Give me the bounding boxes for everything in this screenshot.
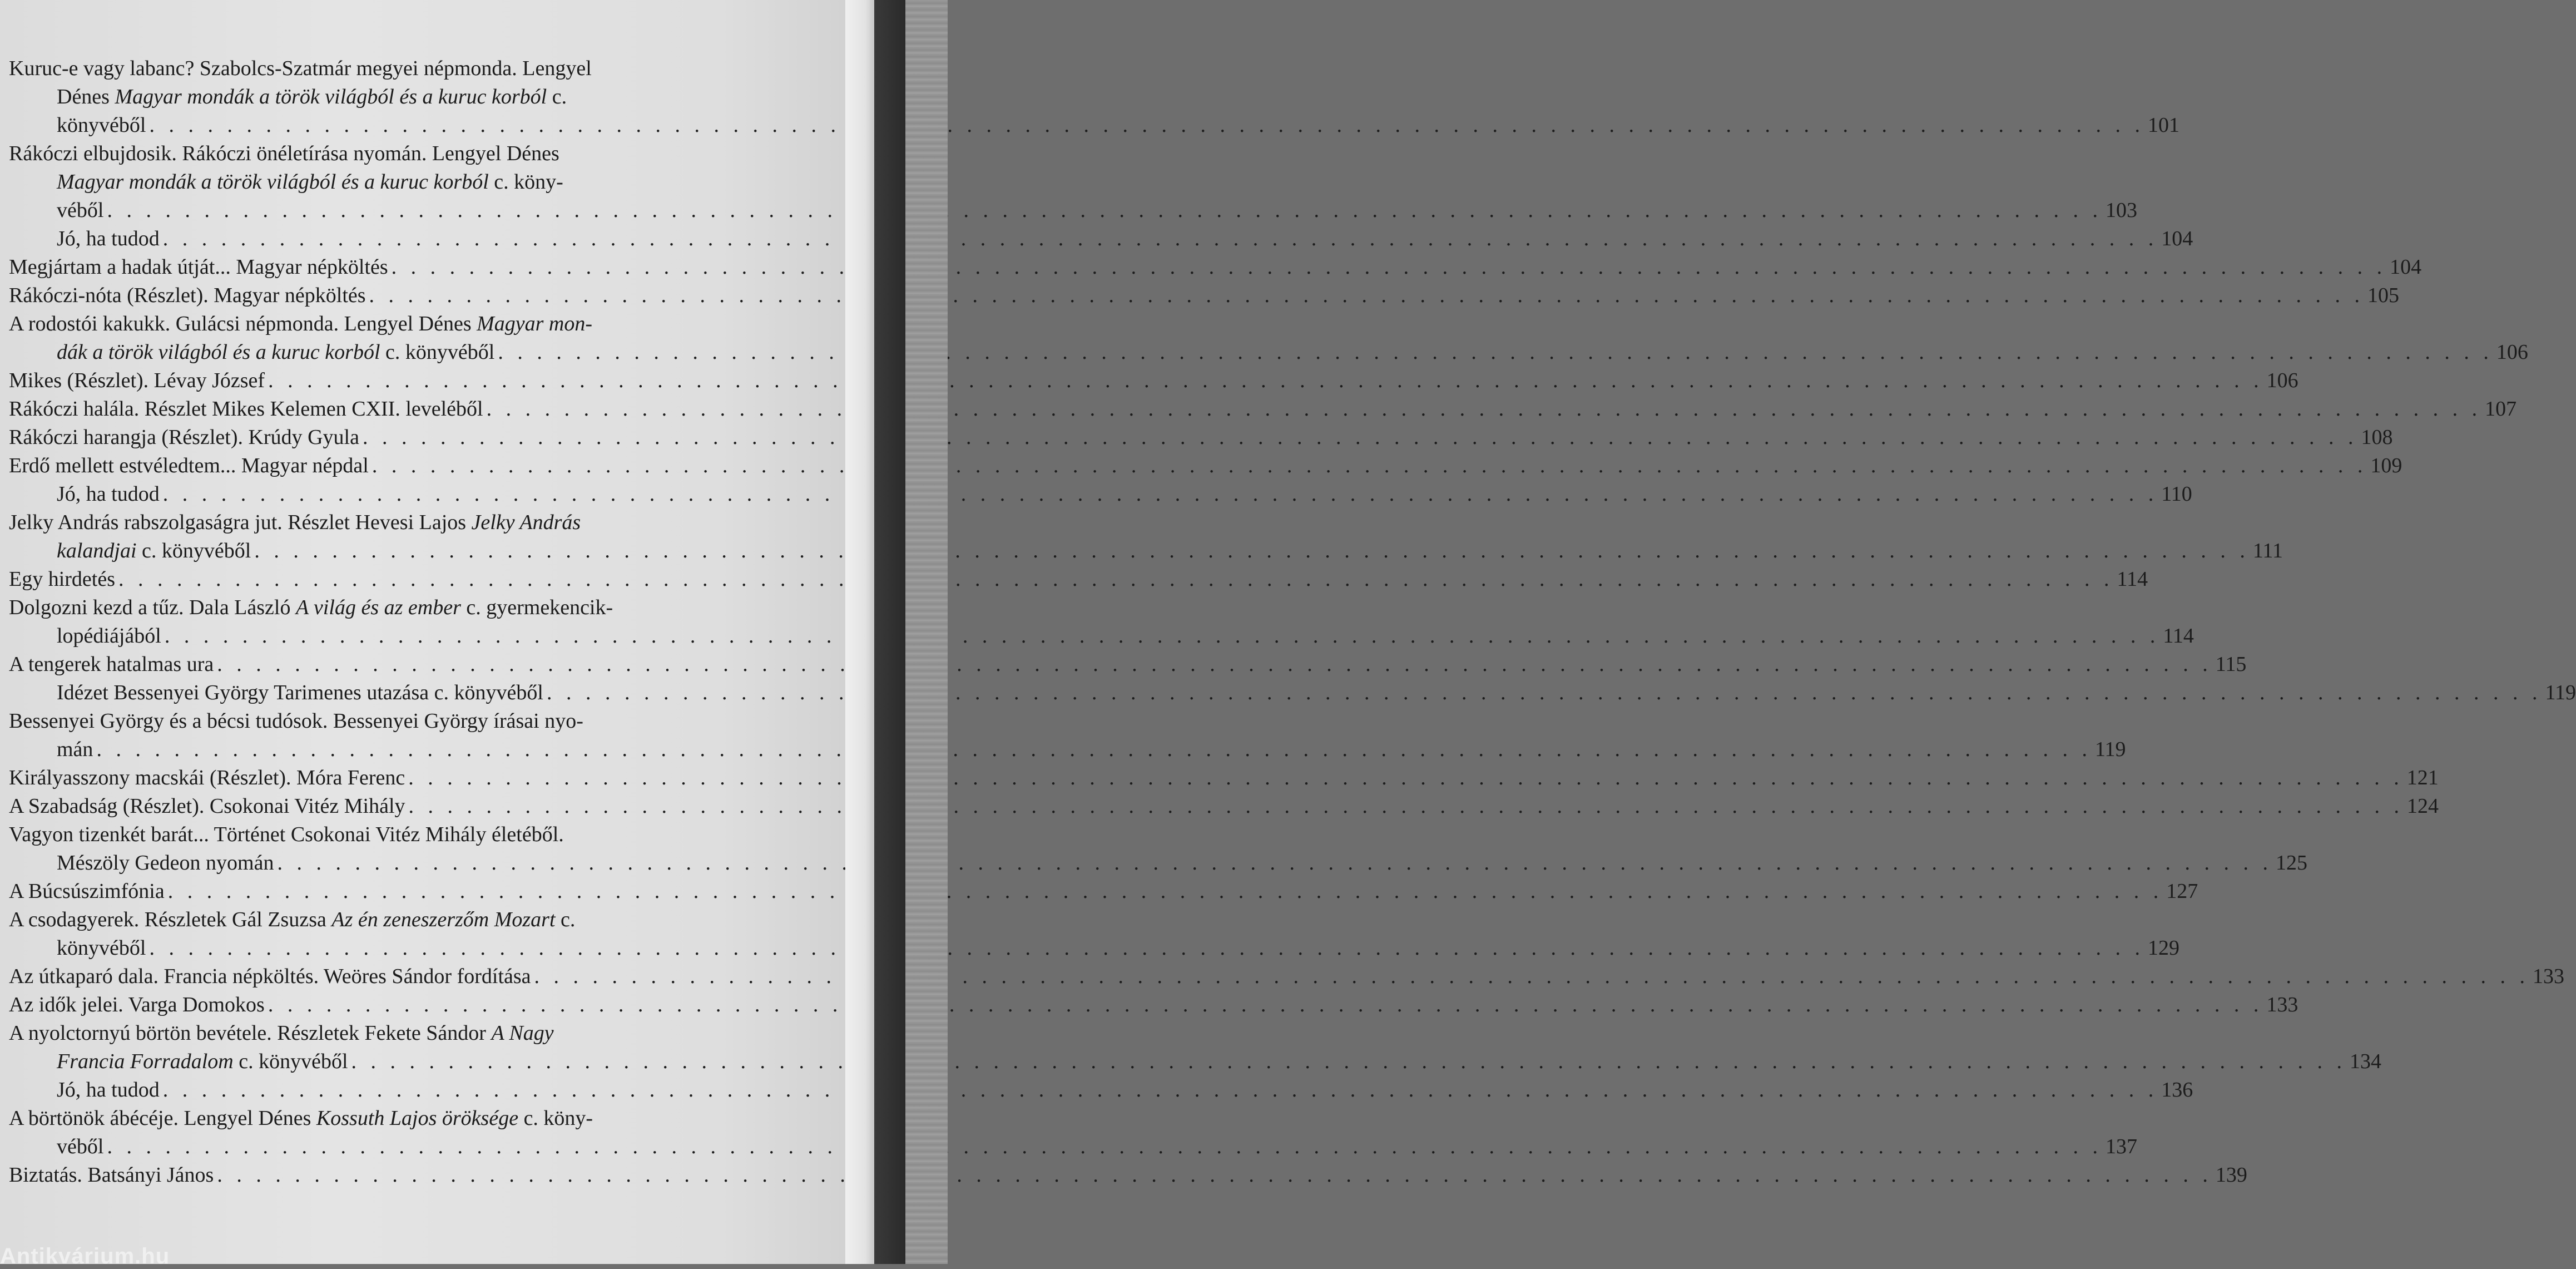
page-number: 129 <box>2147 936 2179 960</box>
toc-entry <box>9 991 2298 1019</box>
dot-leader <box>149 113 2144 137</box>
toc-entry <box>9 508 2283 565</box>
dot-leader <box>217 653 2212 676</box>
toc-entry <box>9 140 2137 225</box>
page-number: 104 <box>2161 227 2193 250</box>
page-number: 106 <box>2266 369 2298 392</box>
toc-entry <box>9 480 2192 508</box>
entry-title-line: A börtönök ábécéje. Lengyel Dénes Kossuth Lajos öröksége c. köny- <box>9 1107 593 1130</box>
book-title: Magyar mon- <box>477 312 593 335</box>
page-number: 109 <box>2370 454 2402 477</box>
book-title: Az én zeneszerzőm Mozart <box>331 908 556 931</box>
entry-leader-line: Erdő mellett estvéledtem... Magyar népdal. . . 109 <box>9 452 751 480</box>
dot-leader <box>498 340 2493 364</box>
entry-leader-line: Rákóczi-nóta (Részlet). Magyar népköltés. . . 105 <box>9 282 751 310</box>
toc-entry <box>9 962 2565 991</box>
dot-leader <box>408 766 2404 789</box>
page-number: 104 <box>2390 255 2422 279</box>
toc-entry <box>9 650 2247 679</box>
page-number: 125 <box>2275 851 2307 875</box>
entry-leader-line: Rákóczi halála. Részlet Mikes Kelemen CXII. leveléből. . . 107 <box>9 395 751 423</box>
entry-leader-line: kalandjai c. könyvéből. . . 111 <box>9 537 751 565</box>
toc-entry <box>9 707 2126 764</box>
page-number: 124 <box>2407 794 2439 818</box>
dot-leader <box>118 567 2114 591</box>
entry-leader-line: Jó, ha tudod. . . 104 <box>9 225 751 253</box>
dot-leader <box>163 227 2158 250</box>
dot-leader <box>163 1078 2158 1102</box>
entry-title-line: Dolgozni kezd a tűz. Dala László A világ és az ember c. gyermekencik- <box>9 596 613 619</box>
page-number: 114 <box>2117 567 2148 591</box>
dot-leader <box>163 482 2158 506</box>
entry-leader-line: A Szabadság (Részlet). Csokonai Vitéz Mihály. . . 124 <box>9 792 751 821</box>
entry-leader-line: Francia Forradalom c. könyvéből. . . 134 <box>9 1048 751 1076</box>
entry-leader-line: Egy hirdetés. . . 114 <box>9 565 751 594</box>
dot-leader <box>254 539 2250 562</box>
entry-leader-line: Rákóczi harangja (Részlet). Krúdy Gyula. . . 108 <box>9 423 751 452</box>
entry-title-line: A nyolctornyú börtön bevétele. Részletek Fekete Sándor A Nagy <box>9 1021 554 1045</box>
entry-continuation-line: Magyar mondák a török világból és a kuruc korból c. köny- <box>57 170 563 194</box>
entry-leader-line: Az idők jelei. Varga Domokos. . . 133 <box>9 991 751 1019</box>
toc-entry <box>9 1019 2382 1076</box>
entry-leader-line: Jó, ha tudod. . . 136 <box>9 1076 751 1104</box>
entry-leader-line: Királyasszony macskái (Részlet). Móra Ferenc. . . 121 <box>9 764 751 792</box>
dot-leader <box>217 1163 2212 1187</box>
page-number: 133 <box>2266 993 2298 1016</box>
toc-entry <box>9 679 2576 707</box>
page-number: 119 <box>2094 738 2126 761</box>
entry-leader-line: dák a török világból és a kuruc korból c. könyvéből. . . 106 <box>9 338 751 367</box>
page-number: 137 <box>2105 1135 2137 1158</box>
dot-leader <box>363 426 2358 449</box>
toc-entry <box>9 1076 2193 1104</box>
dot-leader <box>168 880 2163 903</box>
page-number: 111 <box>2252 539 2283 562</box>
entry-leader-line: mán. . . 119 <box>9 735 751 764</box>
dot-leader <box>369 284 2365 307</box>
dot-leader <box>487 397 2482 421</box>
dot-leader <box>351 1050 2347 1073</box>
book-title: dák a török világból és a kuruc korból <box>57 340 380 364</box>
dot-leader <box>372 454 2367 477</box>
page-number: 136 <box>2161 1078 2193 1102</box>
page-number: 121 <box>2406 766 2439 789</box>
page-number: 108 <box>2361 426 2393 449</box>
entry-title-line: A csodagyerek. Részletek Gál Zsuzsa Az én zeneszerzőm Mozart c. <box>9 908 576 931</box>
toc-entry <box>9 1161 2247 1189</box>
toc-entry <box>9 821 2307 877</box>
toc-entry <box>9 877 2198 906</box>
dot-leader <box>165 624 2160 648</box>
entry-leader-line: lopédiájából. . . 114 <box>9 622 751 650</box>
dot-leader <box>107 1135 2102 1158</box>
toc-entry <box>9 594 2194 650</box>
book-title: Magyar mondák a török világból és a kuruc korból <box>115 85 547 108</box>
toc-entry <box>9 792 2439 821</box>
entry-title-line: Kuruc-e vagy labanc? Szabolcs-Szatmár megyei népmonda. Lengyel <box>9 57 592 80</box>
toc-entry <box>9 906 2179 962</box>
dot-leader <box>96 738 2092 761</box>
entry-continuation-line: Dénes Magyar mondák a török világból és a kuruc korból c. <box>57 85 567 108</box>
dot-leader <box>268 993 2263 1016</box>
entry-title-line: Jelky András rabszolgaságra jut. Részlet Hevesi Lajos Jelky András <box>9 511 581 534</box>
dot-leader <box>392 255 2387 279</box>
page-number: 127 <box>2166 880 2198 903</box>
entry-leader-line: Biztatás. Batsányi János. . . 139 <box>9 1161 751 1189</box>
page-edge <box>845 0 874 1264</box>
toc-entry <box>9 1104 2137 1161</box>
entry-title-line: Bessenyei György és a bécsi tudósok. Bessenyei György írásai nyo- <box>9 709 583 733</box>
page-number: 115 <box>2215 653 2247 676</box>
book-cover-edge <box>905 0 948 1264</box>
page-number: 101 <box>2147 113 2179 137</box>
entry-leader-line: Az útkaparó dala. Francia népköltés. Weöres Sándor fordítása. . . 133 <box>9 962 751 991</box>
toc-entry <box>9 367 2298 395</box>
dot-leader <box>534 965 2530 988</box>
entry-leader-line: A Búcsúszimfónia. . . 127 <box>9 877 751 906</box>
page-number: 110 <box>2161 482 2192 506</box>
page-number: 106 <box>2496 340 2528 364</box>
entry-leader-line: könyvéből. . . 101 <box>9 111 751 140</box>
watermark: Antikvárium.hu <box>0 1244 170 1268</box>
entry-leader-line: A tengerek hatalmas ura. . . 115 <box>9 650 751 679</box>
page-number: 114 <box>2163 624 2194 648</box>
book-title: Kossuth Lajos öröksége <box>316 1107 519 1130</box>
book-title: A Nagy <box>491 1021 554 1045</box>
toc-entry <box>9 55 2179 140</box>
entry-leader-line: könyvéből. . . 129 <box>9 934 751 962</box>
page-number: 139 <box>2215 1163 2247 1187</box>
entry-leader-line: Megjártam a hadak útját... Magyar népköltés. . . 104 <box>9 253 751 282</box>
entry-leader-line: véből. . . 137 <box>9 1133 751 1161</box>
entry-title-line: A rodostói kakukk. Gulácsi népmonda. Lengyel Dénes Magyar mon- <box>9 312 593 335</box>
toc-entry <box>9 310 2528 367</box>
toc-entry <box>9 225 2193 253</box>
dot-leader <box>149 936 2144 960</box>
toc-entry <box>9 282 2400 310</box>
toc-entry <box>9 565 2148 594</box>
book-title: A világ és az ember <box>295 596 461 619</box>
entry-leader-line: Mikes (Részlet). Lévay József. . . 106 <box>9 367 751 395</box>
page-number: 105 <box>2367 284 2400 307</box>
dot-leader <box>277 851 2272 875</box>
book-title: Magyar mondák a török világból és a kuruc korból <box>57 170 489 194</box>
entry-leader-line: Idézet Bessenyei György Tarimenes utazása c. könyvéből. . . 119 <box>9 679 751 707</box>
dot-leader <box>107 199 2102 222</box>
toc-entry <box>9 253 2422 282</box>
toc-entry <box>9 423 2393 452</box>
toc-entry <box>9 395 2517 423</box>
page-number: 119 <box>2545 681 2576 704</box>
page-number: 107 <box>2485 397 2517 421</box>
table-of-contents <box>9 55 2576 1189</box>
entry-leader-line: véből. . . 103 <box>9 196 751 225</box>
dot-leader <box>268 369 2263 392</box>
entry-title-line: Rákóczi elbujdosik. Rákóczi önéletírása nyomán. Lengyel Dénes <box>9 142 559 165</box>
book-title: Francia Forradalom <box>57 1050 234 1073</box>
page-number: 133 <box>2533 965 2565 988</box>
toc-entry <box>9 452 2402 480</box>
entry-title-line: Vagyon tizenkét barát... Történet Csokonai Vitéz Mihály életéből. <box>9 823 564 846</box>
book-title: kalandjai <box>57 539 137 562</box>
page-number: 103 <box>2105 199 2137 222</box>
entry-leader-line: Jó, ha tudod. . . 110 <box>9 480 751 508</box>
book-spine <box>874 0 905 1264</box>
book-title: Jelky András <box>471 511 581 534</box>
entry-leader-line: Mészöly Gedeon nyomán. . . 125 <box>9 849 751 877</box>
dot-leader <box>409 794 2404 818</box>
page-number: 134 <box>2350 1050 2382 1073</box>
toc-entry <box>9 764 2439 792</box>
